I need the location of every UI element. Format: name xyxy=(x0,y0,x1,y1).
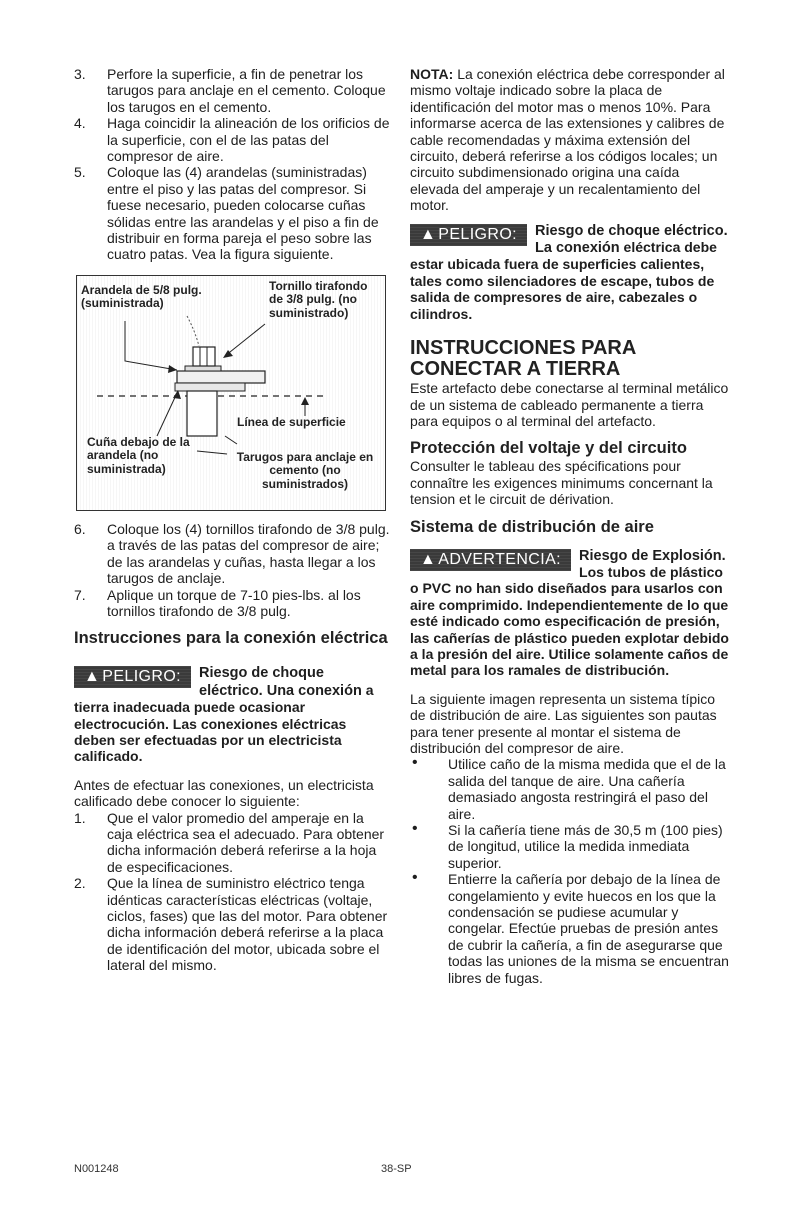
washer-leader xyxy=(125,321,177,370)
list-item xyxy=(74,115,390,164)
warning-triangle-icon: ▲ xyxy=(420,550,437,568)
voltage-paragraph: Consulter le tableau des spécifications pour connaître les exigences minimums concernant la tension et le circuit de dérivation. xyxy=(410,458,713,508)
air-intro-paragraph: La siguiente imagen representa un sistema típico de distribución de aire. Las siguientes son pautas para tener presente al montar el sistema de distribución del compresor de aire. xyxy=(410,690,717,756)
concrete-anchor xyxy=(187,391,217,436)
list-item xyxy=(74,875,390,973)
guidelines-list xyxy=(410,756,730,986)
list-item xyxy=(74,164,390,262)
bullet-text: Entierre la cañería por debajo de la línea de congelamiento y evite huecos en los que la condensación se pudiese acumular y congelar. Efectúe pruebas de presión antes de cubrir la cañería, a fin de asegurarse que todas las uniones de la misma se encuentran libres de fugas. xyxy=(448,871,729,986)
warning-triangle-icon: ▲ xyxy=(84,668,101,686)
label-surface: Línea de superficie xyxy=(237,414,346,429)
steps-list-top xyxy=(74,66,390,263)
list-item xyxy=(410,822,730,871)
step-text: Haga coincidir la alineación de los orificios de la superficie, con el de las patas del compresor de aire. xyxy=(107,115,390,165)
warning-notice xyxy=(410,547,730,679)
warning-text: Los tubos de plástico o PVC no han sido diseñados para usarlos con aire comprimido. Independientemente de lo que esté indicado como especificación de presión, las cañerías de plástico pueden explotar debido a la presión del aire. Utilice solamente caños de metal para los ramales de distribución. xyxy=(410,563,729,679)
step-text: Que la línea de suministro eléctrico tenga idénticas características eléctricas (voltaje, ciclos, fases) que las del motor. Para obtener dicha información deberá referirse a la placa de identificación del motor, ubicada sobre el lateral del mismo. xyxy=(107,875,388,974)
page-number: 38-SP xyxy=(381,1163,412,1175)
arrowhead xyxy=(168,365,177,373)
right-column xyxy=(410,66,730,986)
compressor-foot xyxy=(177,371,265,383)
danger-text: a tierra inadecuada puede ocasionar electrocución. Las conexiones eléctricas deben ser efectuadas por un electricista calificado. xyxy=(74,681,374,765)
ground-paragraph: Este artefacto debe conectarse al terminal metálico de un sistema de cableado permanente a tierra para equipos o al terminal del artefacto. xyxy=(410,380,729,429)
warning-badge-label: ADVERTENCIA: xyxy=(438,550,562,568)
bullet-icon: • xyxy=(412,820,418,838)
screw-leader xyxy=(225,324,265,356)
dotted-connector xyxy=(187,316,199,346)
step-text: Que el valor promedio del amperaje en la caja eléctrica sea el adecuado. Para obtener dicha información deberá referirse a la hoja de especificaciones. xyxy=(107,809,385,875)
bullet-icon: • xyxy=(412,869,418,887)
step-number: 6. xyxy=(74,520,86,537)
step-number: 1. xyxy=(74,809,86,826)
heading-electrical-connection: Instrucciones para la conexión eléctrica xyxy=(74,629,388,648)
intro-paragraph: Antes de efectuar las conexiones, un electricista calificado debe conocer lo siguiente: xyxy=(74,776,374,810)
warning-triangle-icon: ▲ xyxy=(420,225,437,243)
step-number: 7. xyxy=(74,586,86,603)
step-text: Coloque las (4) arandelas (suministradas) entre el piso y las patas del compresor. Si fuese necesario, pueden colocarse cuñas sólidas entre las arandelas y el piso a fin de distribuir en forma pareja el peso sobre las cuatro patas. Vea la figura siguiente. xyxy=(107,164,379,263)
heading-air-distribution: Sistema de distribución de aire xyxy=(410,517,654,536)
list-item xyxy=(410,871,730,986)
shim-shape xyxy=(175,383,245,391)
left-column xyxy=(74,66,390,974)
label-anchors: Tarugos para anclaje en cemento (no suministrados) xyxy=(236,449,374,491)
label-shim: Cuña debajo de la arandela (no suministrada) xyxy=(87,434,190,476)
note-paragraph xyxy=(410,66,730,214)
screw-head xyxy=(193,347,215,366)
note-label: NOTA: xyxy=(410,66,454,82)
list-item xyxy=(74,521,390,587)
heading-ground-instructions: INSTRUCCIONES PARA CONECTAR A TIERRA xyxy=(410,337,636,381)
document-code: N001248 xyxy=(74,1163,119,1175)
heading-voltage-protection: Protección del voltaje y del circuito xyxy=(410,439,687,458)
label-screw: Tornillo tirafondo de 3/8 pulg. (no suministrado) xyxy=(269,278,368,320)
note-text: La conexión eléctrica debe corresponder al mismo voltaje indicado sobre la placa de identificación del motor mas o menos 10%. Para informarse acerca de las extensiones y calibres de cable recomendadas y máxima extensión del circuito, deberá referirse a los códigos locales; un circuito subdimensionado origina una caída elevada del amperaje y un recalentamiento del motor. xyxy=(410,66,725,214)
danger-lead: Riesgo de choque eléctrico. Una conexión xyxy=(199,665,362,699)
list-item xyxy=(74,810,390,876)
step-number: 5. xyxy=(74,164,86,181)
warning-badge xyxy=(410,549,571,571)
bullet-text: Utilice caño de la misma medida que el de la salida del tanque de aire. Una cañería demasiado angosta restringirá el paso del aire. xyxy=(448,756,726,822)
list-item xyxy=(74,587,390,620)
step-number: 2. xyxy=(74,875,86,892)
step-text: Perfore la superficie, a fin de penetrar los tarugos para anclaje en el cemento. Coloque los tarugos en el cemento. xyxy=(107,66,386,115)
step-number: 3. xyxy=(74,66,86,82)
bullet-icon: • xyxy=(412,754,418,772)
warning-lead: Riesgo de Explosión. xyxy=(579,547,726,564)
danger-badge-label: PELIGRO: xyxy=(438,225,518,243)
danger-notice-1 xyxy=(74,664,390,764)
label-washer: Arandela de 5/8 pulg. (suministrada) xyxy=(81,282,202,311)
list-item xyxy=(410,756,730,822)
danger-lead: Riesgo de choque eléctrico. La conexión xyxy=(535,222,728,257)
conditions-list xyxy=(74,810,390,974)
step-text: Coloque los (4) tornillos tirafondo de 3/8 pulg. a través de las patas del compresor de aire; de las arandelas y cuñas, hasta llegar a los tarugos de anclaje. xyxy=(107,520,390,587)
list-item xyxy=(74,66,390,115)
mounting-figure xyxy=(76,275,386,511)
arrowhead xyxy=(301,397,309,405)
anchor-leader xyxy=(225,436,237,444)
step-number: 4. xyxy=(74,115,86,132)
steps-list-bottom xyxy=(74,521,390,619)
danger-badge xyxy=(410,224,527,246)
danger-badge-label: PELIGRO: xyxy=(102,668,182,686)
danger-text: eléctrica debe estar ubicada fuera de superficies calientes, tales como silenciadores de escape, tubos de salida de compresores de aire, cabezales o cilindros. xyxy=(410,239,717,322)
bullet-text: Si la cañería tiene más de 30,5 m (100 pies) de longitud, utilice la medida inmediata superior. xyxy=(448,822,723,871)
step-text: Aplique un torque de 7-10 pies-lbs. al los tornillos tirafondo de 3/8 pulg. xyxy=(107,586,361,619)
washer-shape xyxy=(185,366,221,371)
danger-badge xyxy=(74,666,191,688)
danger-notice-2 xyxy=(410,222,730,322)
shim-leader xyxy=(157,393,177,436)
